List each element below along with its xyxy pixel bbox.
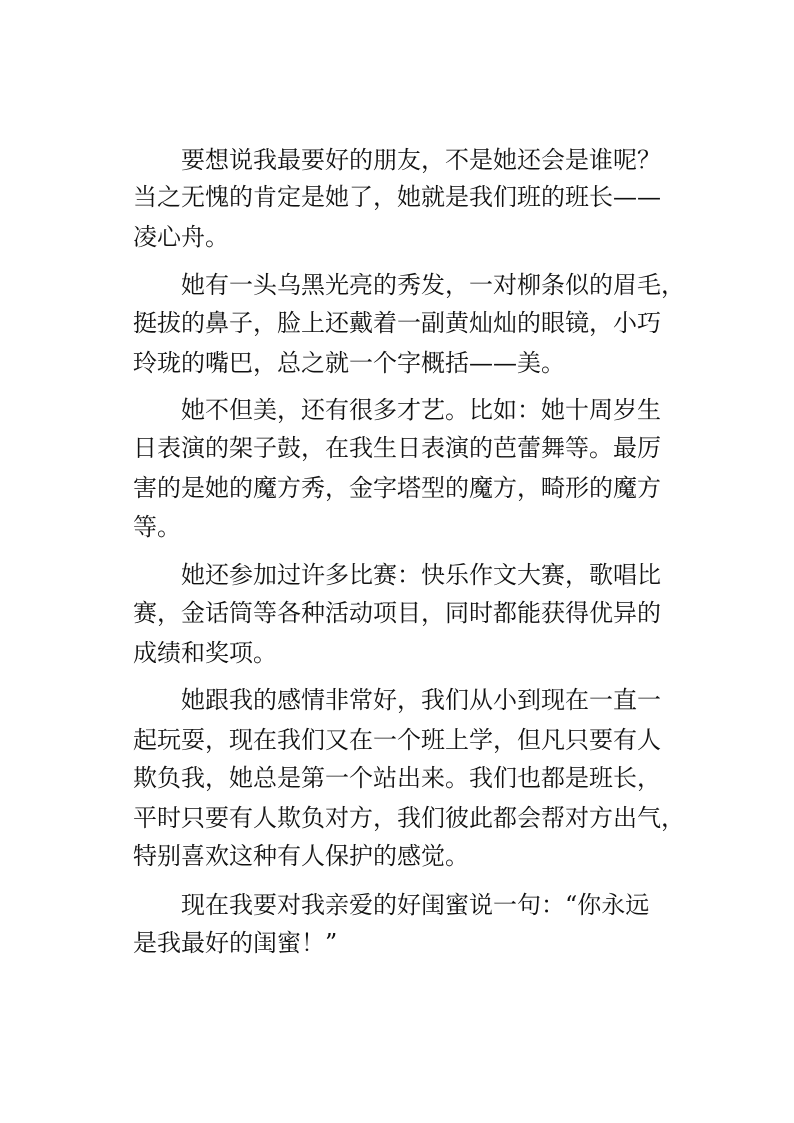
paragraph-3-line-3: 害的是她的魔方秀，金字塔型的魔方，畸形的魔方 (133, 474, 661, 502)
paragraph-5-line-3: 欺负我，她总是第一个站出来。我们也都是班长， (133, 764, 661, 792)
paragraph-5-line-2: 起玩耍，现在我们又在一个班上学，但凡只要有人 (133, 726, 661, 754)
paragraph-3-line-2: 日表演的架子鼓，在我生日表演的芭蕾舞等。最厉 (133, 434, 661, 462)
paragraph-4-line-1: 她还参加过许多比赛：快乐作文大赛，歌唱比 (181, 561, 661, 589)
paragraph-3-line-4: 等。 (133, 513, 181, 541)
paragraph-4-line-3: 成绩和奖项。 (133, 639, 277, 667)
paragraph-2-line-1: 她有一头乌黑光亮的秀发，一对柳条似的眉毛， (181, 271, 685, 299)
paragraph-2-line-3: 玲珑的嘴巴，总之就一个字概括——美。 (133, 349, 565, 377)
paragraph-5-line-4: 平时只要有人欺负对方，我们彼此都会帮对方出气， (133, 804, 685, 832)
paragraph-3-line-1: 她不但美，还有很多才艺。比如：她十周岁生 (181, 396, 661, 424)
paragraph-1-line-3: 凌心舟。 (133, 223, 229, 251)
paragraph-6-line-2: 是我最好的闺蜜！” (133, 929, 338, 957)
paragraph-2-line-2: 挺拔的鼻子，脸上还戴着一副黄灿灿的眼镜，小巧 (133, 309, 661, 337)
paragraph-5-line-5: 特别喜欢这种有人保护的感觉。 (133, 842, 469, 870)
paragraph-4-line-2: 赛，金话筒等各种活动项目，同时都能获得优异的 (133, 599, 661, 627)
paragraph-1-line-1: 要想说我最要好的朋友，不是她还会是谁呢？ (181, 146, 661, 174)
paragraph-5-line-1: 她跟我的感情非常好，我们从小到现在一直一 (181, 686, 661, 714)
paragraph-1-line-2: 当之无愧的肯定是她了，她就是我们班的班长—— (133, 183, 661, 211)
paragraph-6-line-1: 现在我要对我亲爱的好闺蜜说一句：“你永远 (181, 891, 650, 919)
